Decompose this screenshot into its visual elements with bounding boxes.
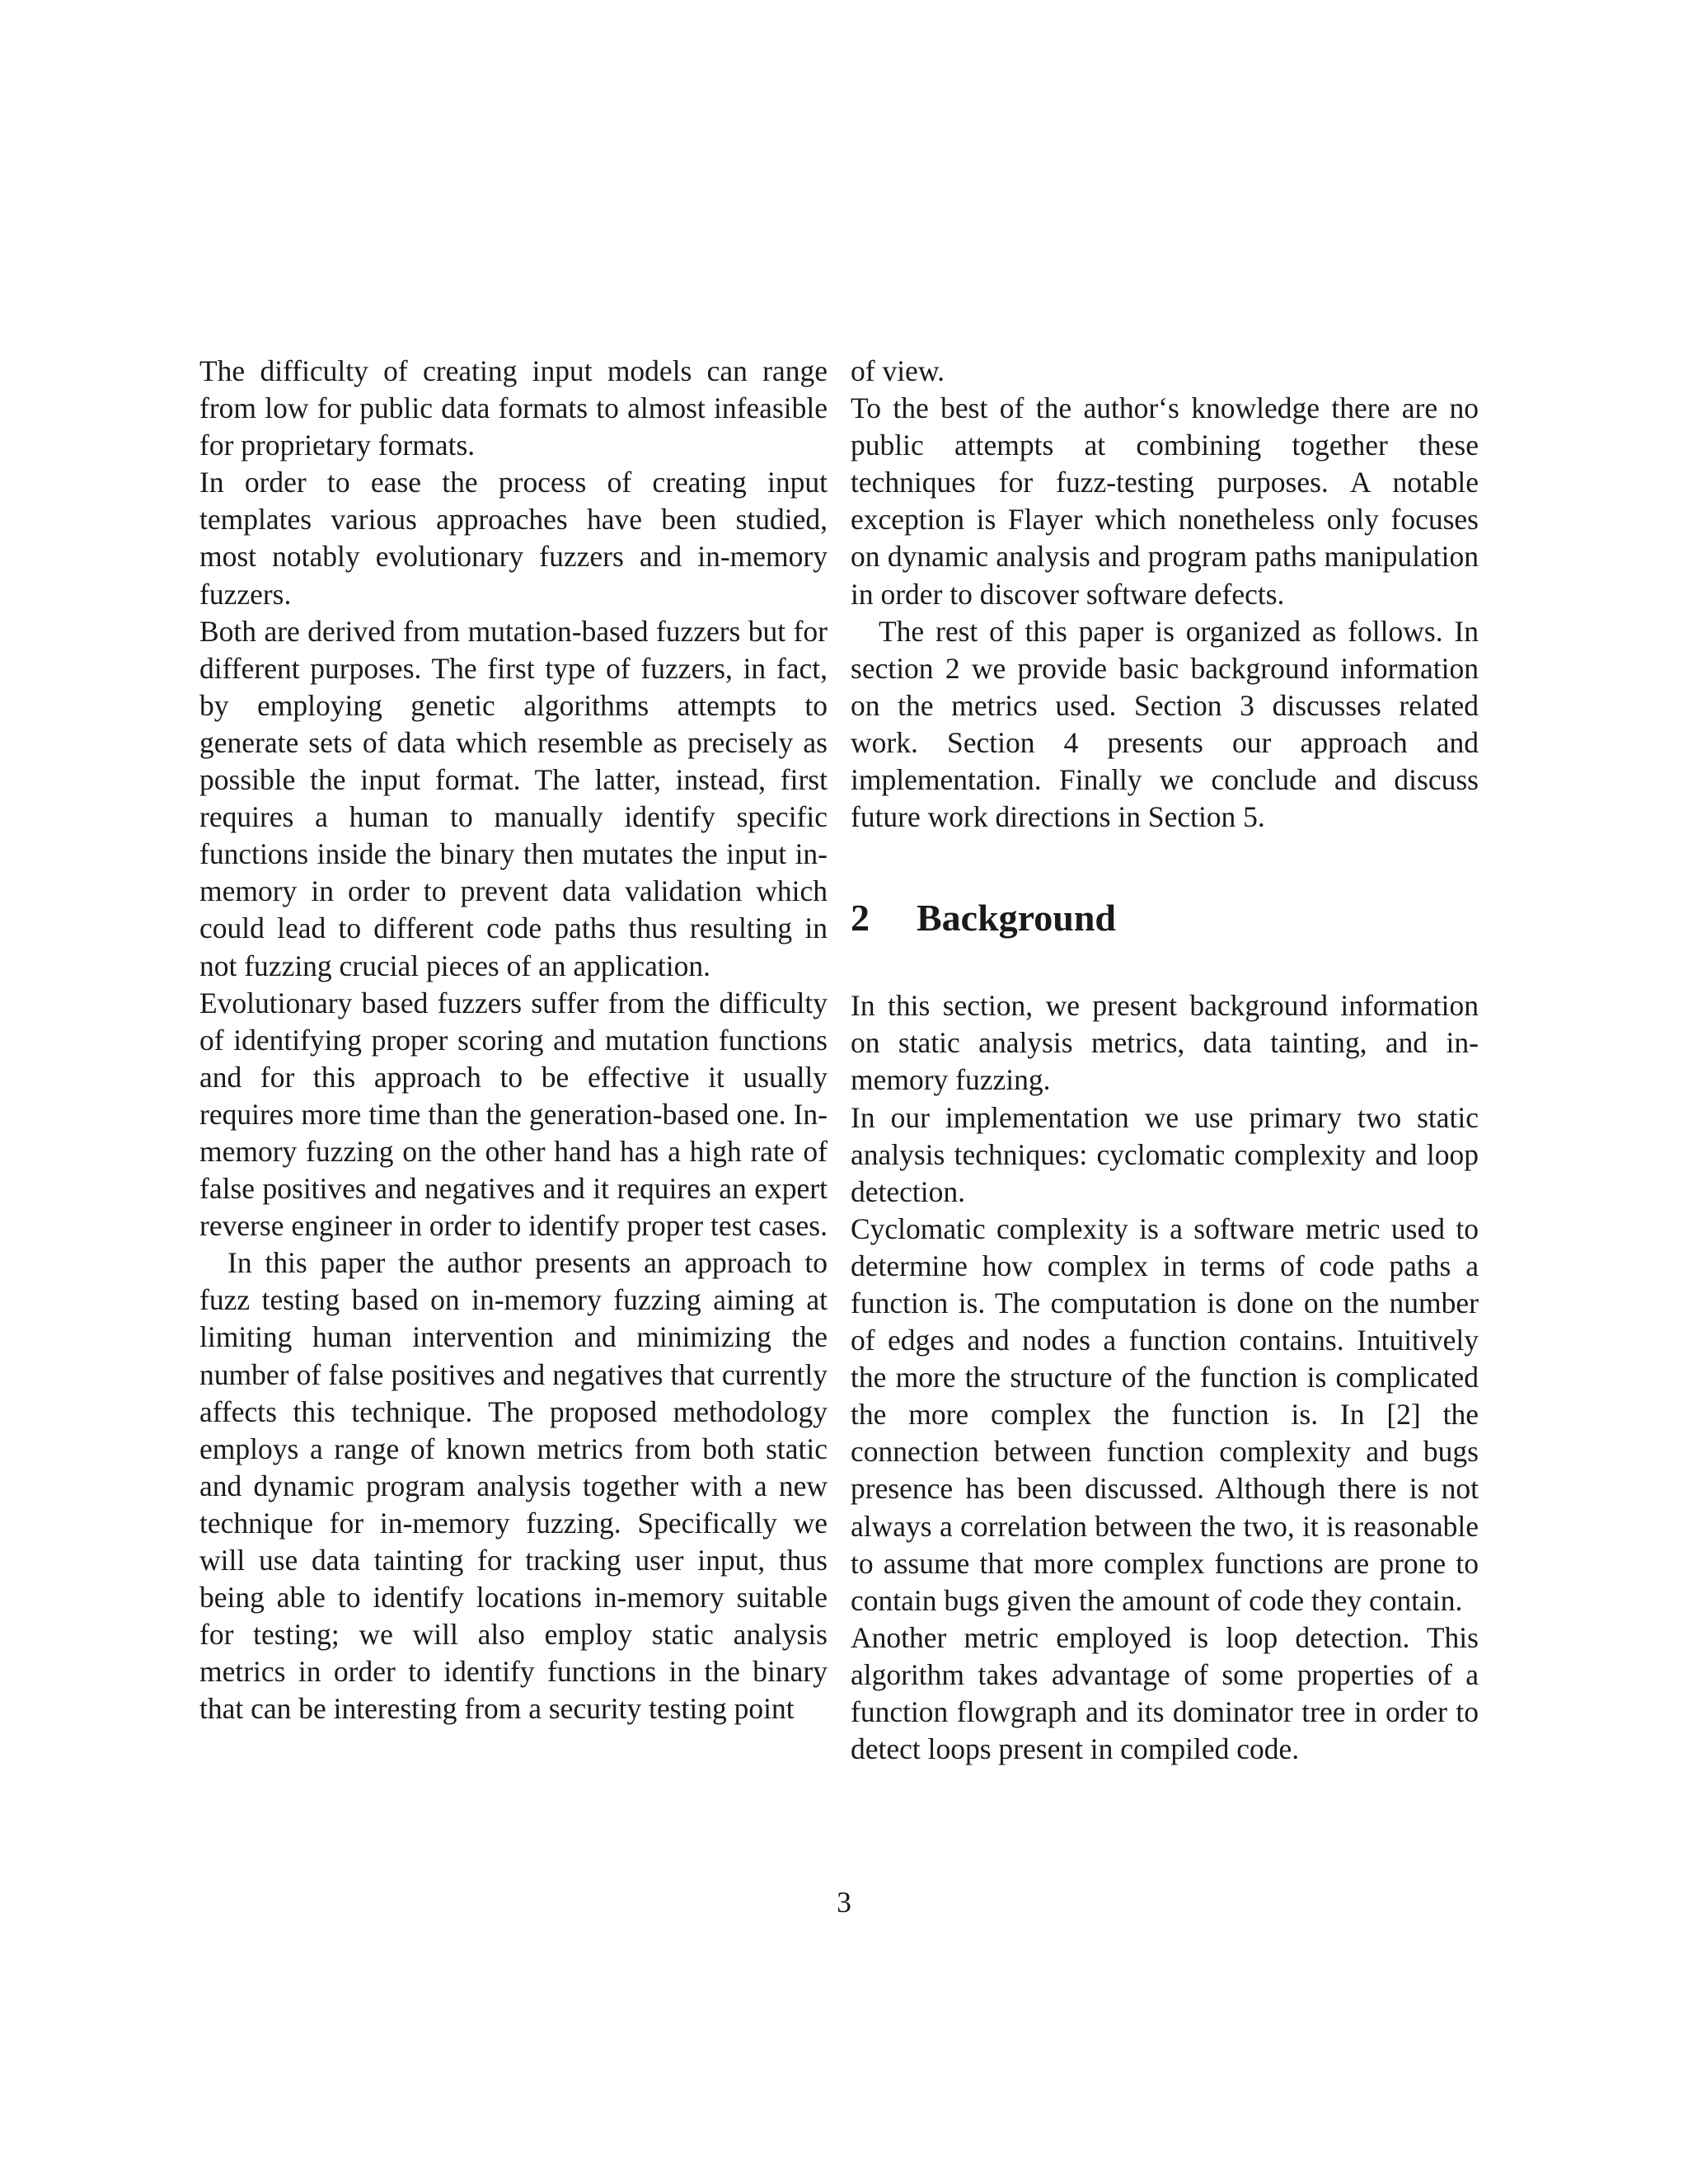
paragraph-input-models: The difficulty of creating input models can range from low for public data formats to almost infeasible for proprietary formats. <box>199 354 828 462</box>
right-column <box>851 353 1479 1768</box>
paragraph-evolutionary-fuzzers: Evolutionary based fuzzers suffer from the difficulty of identifying proper scoring and mutation functions and for this approach to be effective it usually requires more time than the generation-based one. In-memory fuzzing on the other hand has a high rate of false positives and negatives and it requires an expert reverse engineer in order to identify proper test cases. <box>199 986 828 1243</box>
paragraph-approach: In this paper the author presents an approach to fuzz testing based on in-memory fuzzing aiming at limiting human intervention and minimizing the number of false positives and negatives that currently affects this technique. The proposed methodology employs a range of known metrics from both static and dynamic program analysis together with a new technique for in-memory fuzzing. Specifically we will use data tainting for tracking user input, thus being able to identify locations in-memory suitable for testing; we will also employ static analysis metrics in order to identify functions in the binary that can be interesting from a security testing point <box>199 1246 828 1726</box>
paragraph-background-intro: In this section, we present background information on static analysis metrics, data tainting, and in-memory fuzzing. <box>851 989 1479 1097</box>
paragraph-organization: The rest of this paper is organized as follows. In section 2 we provide basic background information on the metrics used. Section 3 discusses related work. Section 4 presents our approach and implementation. Finally we conclude and discuss future work directions in Section 5. <box>851 614 1479 834</box>
paragraph-mutation-based: Both are derived from mutation-based fuzzers but for different purposes. The first type of fuzzers, in fact, by employing genetic algorithms attempts to generate sets of data which resemble as precisely as possible the input format. The latter, instead, first requires a human to manually identify specific functions inside the binary then mutates the input in-memory in order to prevent data validation which could lead to different code paths thus resulting in not fuzzing crucial pieces of an application. <box>199 614 828 982</box>
section-number: 2 <box>851 897 870 940</box>
page-number: 3 <box>837 1886 851 1919</box>
paragraph-of-view: of view. <box>851 354 945 387</box>
paragraph-loop-detection: Another metric employed is loop detection. This algorithm takes advantage of some properties of a function flowgraph and its dominator tree in order to detect loops present in compiled code. <box>851 1620 1479 1766</box>
paragraph-cyclomatic-complexity: Cyclomatic complexity is a software metric used to determine how complex in terms of code paths a function is. The computation is done on the number of edges and nodes a function contains. Intuitively the more the structure of the function is complicated the more complex the function is. In [2] the connection between function complexity and bugs presence has been discussed. Although there is not always a correlation between the two, it is reasonable to assume that more complex functions are prone to contain bugs given the amount of code they contain. <box>851 1212 1479 1617</box>
section-heading-background <box>851 895 1479 941</box>
paragraph-input-templates: In order to ease the process of creating input templates various approaches have been studied, most notably evolutionary fuzzers and in-memory fuzzers. <box>199 466 828 611</box>
section-title: Background <box>917 897 1117 940</box>
paragraph-static-techniques: In our implementation we use primary two static analysis techniques: cyclomatic complexity and loop detection. <box>851 1100 1479 1208</box>
left-column <box>199 353 828 1727</box>
paragraph-prior-attempts: To the best of the author‘s knowledge there are no public attempts at combining together these techniques for fuzz-testing purposes. A notable exception is Flayer which nonetheless only focuses on dynamic analysis and program paths manipulation in order to discover software defects. <box>851 391 1479 611</box>
